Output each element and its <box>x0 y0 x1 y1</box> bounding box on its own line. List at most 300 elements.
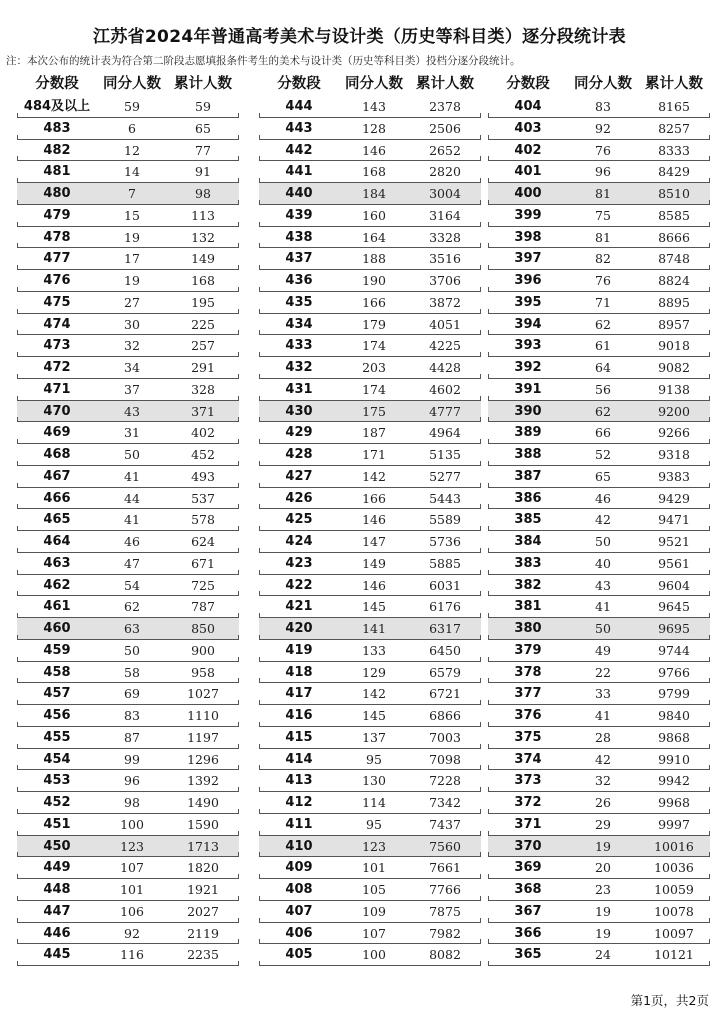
table-row <box>259 183 481 205</box>
score-cell: 443 <box>285 120 313 136</box>
score-cell: 411 <box>285 816 313 832</box>
table-row <box>17 857 239 879</box>
same-count-cell: 146 <box>362 512 386 528</box>
table-row <box>488 379 710 401</box>
score-cell: 374 <box>514 751 542 767</box>
cumulative-cell: 8895 <box>658 294 690 310</box>
score-cell: 451 <box>43 816 71 832</box>
score-cell: 404 <box>514 99 542 114</box>
same-count-cell: 98 <box>124 795 140 810</box>
table-row <box>259 379 481 401</box>
table-row <box>488 531 710 553</box>
score-cell: 385 <box>514 512 542 528</box>
table-row <box>17 705 239 727</box>
table-row <box>17 836 239 858</box>
same-count-cell: 142 <box>362 686 386 702</box>
cumulative-cell: 9997 <box>658 816 690 832</box>
same-count-cell: 62 <box>595 403 611 419</box>
same-count-cell: 14 <box>124 164 140 180</box>
table-row <box>259 248 481 270</box>
table-row <box>17 879 239 901</box>
score-cell: 378 <box>514 664 542 680</box>
same-count-cell: 105 <box>362 882 386 897</box>
cumulative-cell: 7560 <box>429 838 461 854</box>
cumulative-cell: 371 <box>191 403 215 419</box>
score-cell: 466 <box>43 490 71 506</box>
score-cell: 460 <box>43 621 71 636</box>
cumulative-cell: 10097 <box>654 925 694 941</box>
cumulative-cell: 7342 <box>429 795 461 810</box>
score-cell: 401 <box>514 164 542 180</box>
cumulative-cell: 6721 <box>429 686 461 702</box>
table-row <box>488 466 710 488</box>
same-count-cell: 46 <box>124 534 140 549</box>
score-cell: 457 <box>43 686 71 702</box>
table-row <box>17 118 239 140</box>
same-count-cell: 92 <box>595 120 611 136</box>
same-count-cell: 27 <box>124 294 140 310</box>
same-count-cell: 133 <box>362 642 386 658</box>
table-row <box>17 531 239 553</box>
table-header <box>17 73 239 96</box>
score-table-column-1 <box>17 73 239 966</box>
same-count-cell: 61 <box>595 338 611 354</box>
cumulative-cell: 8082 <box>429 947 461 963</box>
score-cell: 426 <box>285 490 313 506</box>
header-cumulative: 累计人数 <box>645 76 703 92</box>
score-cell: 469 <box>43 425 71 441</box>
score-cell: 421 <box>285 599 313 615</box>
score-cell: 389 <box>514 425 542 441</box>
same-count-cell: 95 <box>366 751 382 767</box>
same-count-cell: 81 <box>595 186 611 201</box>
score-cell: 450 <box>43 838 71 854</box>
score-cell: 397 <box>514 251 542 267</box>
score-cell: 444 <box>285 99 313 114</box>
score-cell: 392 <box>514 360 542 375</box>
same-count-cell: 141 <box>362 621 386 636</box>
same-count-cell: 19 <box>124 273 140 288</box>
same-count-cell: 71 <box>595 294 611 310</box>
table-row <box>259 705 481 727</box>
same-count-cell: 145 <box>362 708 386 723</box>
score-cell: 435 <box>285 294 313 310</box>
score-cell: 442 <box>285 142 313 158</box>
score-cell: 383 <box>514 555 542 571</box>
cumulative-cell: 9383 <box>658 468 690 484</box>
table-row <box>259 857 481 879</box>
table-row <box>17 814 239 836</box>
cumulative-cell: 6031 <box>429 577 461 593</box>
table-row <box>259 531 481 553</box>
table-row <box>17 422 239 444</box>
cumulative-cell: 9138 <box>658 381 690 397</box>
cumulative-cell: 8333 <box>658 142 690 158</box>
score-cell: 380 <box>514 621 542 636</box>
same-count-cell: 41 <box>124 512 140 528</box>
table-row <box>17 205 239 227</box>
table-row <box>259 401 481 423</box>
table-row <box>488 96 710 118</box>
cumulative-cell: 1590 <box>187 816 219 832</box>
cumulative-cell: 8585 <box>658 207 690 223</box>
cumulative-cell: 402 <box>191 425 215 441</box>
score-cell: 416 <box>285 708 313 723</box>
score-cell: 419 <box>285 642 313 658</box>
cumulative-cell: 59 <box>195 99 211 114</box>
cumulative-cell: 5885 <box>429 555 461 571</box>
score-cell: 381 <box>514 599 542 615</box>
cumulative-cell: 10121 <box>654 947 694 963</box>
table-row <box>259 357 481 379</box>
cumulative-cell: 10059 <box>654 882 694 897</box>
score-cell: 403 <box>514 120 542 136</box>
table-row <box>259 596 481 618</box>
same-count-cell: 190 <box>362 273 386 288</box>
same-count-cell: 56 <box>595 381 611 397</box>
score-cell: 412 <box>285 795 313 810</box>
cumulative-cell: 4051 <box>429 316 461 332</box>
cumulative-cell: 9695 <box>658 621 690 636</box>
table-row <box>17 227 239 249</box>
same-count-cell: 52 <box>595 447 611 462</box>
cumulative-cell: 257 <box>191 338 215 354</box>
cumulative-cell: 452 <box>191 447 215 462</box>
table-row <box>259 640 481 662</box>
table-header <box>259 73 481 96</box>
same-count-cell: 23 <box>595 882 611 897</box>
same-count-cell: 40 <box>595 555 611 571</box>
same-count-cell: 19 <box>595 903 611 919</box>
score-cell: 413 <box>285 773 313 789</box>
table-row <box>17 96 239 118</box>
same-count-cell: 82 <box>595 251 611 267</box>
same-count-cell: 129 <box>362 664 386 680</box>
same-count-cell: 101 <box>362 860 386 876</box>
cumulative-cell: 7098 <box>429 751 461 767</box>
cumulative-cell: 10078 <box>654 903 694 919</box>
cumulative-cell: 624 <box>191 534 215 549</box>
table-row <box>259 618 481 640</box>
cumulative-cell: 1197 <box>187 729 219 745</box>
table-row <box>17 401 239 423</box>
score-cell: 463 <box>43 555 71 571</box>
table-row <box>259 205 481 227</box>
table-row <box>488 792 710 814</box>
table-row <box>259 553 481 575</box>
score-cell: 368 <box>514 882 542 897</box>
same-count-cell: 41 <box>124 468 140 484</box>
table-note: 注：本次公布的统计表为符合第二阶段志愿填报条件考生的美术与设计类（历史等科目类）投档分逐分段统计。 <box>6 55 521 67</box>
cumulative-cell: 578 <box>191 512 215 528</box>
table-row <box>488 270 710 292</box>
same-count-cell: 19 <box>595 925 611 941</box>
cumulative-cell: 7982 <box>429 925 461 941</box>
same-count-cell: 49 <box>595 642 611 658</box>
header-same-count: 同分人数 <box>103 76 161 92</box>
score-cell: 372 <box>514 795 542 810</box>
cumulative-cell: 787 <box>191 599 215 615</box>
cumulative-cell: 3164 <box>429 207 461 223</box>
cumulative-cell: 5277 <box>429 468 461 484</box>
table-row <box>488 140 710 162</box>
cumulative-cell: 8824 <box>658 273 690 288</box>
cumulative-cell: 9471 <box>658 512 690 528</box>
same-count-cell: 168 <box>362 164 386 180</box>
same-count-cell: 50 <box>124 447 140 462</box>
table-row <box>259 96 481 118</box>
cumulative-cell: 1921 <box>187 882 219 897</box>
cumulative-cell: 10016 <box>654 838 694 854</box>
cumulative-cell: 9868 <box>658 729 690 745</box>
table-row <box>488 814 710 836</box>
cumulative-cell: 9266 <box>658 425 690 441</box>
table-row <box>488 662 710 684</box>
cumulative-cell: 1713 <box>187 838 219 854</box>
cumulative-cell: 9840 <box>658 708 690 723</box>
score-cell: 418 <box>285 664 313 680</box>
table-row <box>259 292 481 314</box>
score-cell: 447 <box>43 903 71 919</box>
same-count-cell: 137 <box>362 729 386 745</box>
score-cell: 399 <box>514 207 542 223</box>
score-cell: 422 <box>285 577 313 593</box>
table-row <box>488 314 710 336</box>
table-row <box>488 553 710 575</box>
table-row <box>259 118 481 140</box>
score-cell: 480 <box>43 186 71 201</box>
same-count-cell: 171 <box>362 447 386 462</box>
same-count-cell: 106 <box>120 903 144 919</box>
cumulative-cell: 7875 <box>429 903 461 919</box>
cumulative-cell: 9910 <box>658 751 690 767</box>
same-count-cell: 17 <box>124 251 140 267</box>
cumulative-cell: 98 <box>195 186 211 201</box>
cumulative-cell: 328 <box>191 381 215 397</box>
table-row <box>488 944 710 966</box>
cumulative-cell: 900 <box>191 642 215 658</box>
same-count-cell: 20 <box>595 860 611 876</box>
table-row <box>259 140 481 162</box>
score-cell: 471 <box>43 381 71 397</box>
score-cell: 424 <box>285 534 313 549</box>
cumulative-cell: 9942 <box>658 773 690 789</box>
score-cell: 395 <box>514 294 542 310</box>
same-count-cell: 83 <box>595 99 611 114</box>
same-count-cell: 81 <box>595 229 611 245</box>
score-cell: 425 <box>285 512 313 528</box>
same-count-cell: 31 <box>124 425 140 441</box>
cumulative-cell: 6450 <box>429 642 461 658</box>
cumulative-cell: 9766 <box>658 664 690 680</box>
table-row <box>488 227 710 249</box>
cumulative-cell: 958 <box>191 664 215 680</box>
cumulative-cell: 5135 <box>429 447 461 462</box>
same-count-cell: 160 <box>362 207 386 223</box>
same-count-cell: 66 <box>595 425 611 441</box>
table-header <box>488 73 710 96</box>
table-row <box>259 509 481 531</box>
same-count-cell: 32 <box>124 338 140 354</box>
cumulative-cell: 3328 <box>429 229 461 245</box>
table-row <box>259 836 481 858</box>
cumulative-cell: 9018 <box>658 338 690 354</box>
cumulative-cell: 65 <box>195 120 211 136</box>
cumulative-cell: 4777 <box>429 403 461 419</box>
table-row <box>259 227 481 249</box>
cumulative-cell: 5736 <box>429 534 461 549</box>
same-count-cell: 92 <box>124 925 140 941</box>
score-cell: 484及以上 <box>23 99 91 114</box>
same-count-cell: 166 <box>362 490 386 506</box>
cumulative-cell: 4964 <box>429 425 461 441</box>
score-cell: 379 <box>514 642 542 658</box>
score-table-column-2 <box>259 73 481 966</box>
score-cell: 402 <box>514 142 542 158</box>
table-row <box>17 923 239 945</box>
cumulative-cell: 195 <box>191 294 215 310</box>
table-row <box>17 683 239 705</box>
cumulative-cell: 10036 <box>654 860 694 876</box>
same-count-cell: 166 <box>362 294 386 310</box>
cumulative-cell: 9429 <box>658 490 690 506</box>
score-cell: 438 <box>285 229 313 245</box>
table-row <box>17 749 239 771</box>
cumulative-cell: 3004 <box>429 186 461 201</box>
score-cell: 458 <box>43 664 71 680</box>
same-count-cell: 128 <box>362 120 386 136</box>
same-count-cell: 15 <box>124 207 140 223</box>
score-cell: 405 <box>285 947 313 963</box>
table-row <box>488 901 710 923</box>
cumulative-cell: 671 <box>191 555 215 571</box>
table-row <box>488 509 710 531</box>
score-cell: 410 <box>285 838 313 854</box>
same-count-cell: 130 <box>362 773 386 789</box>
same-count-cell: 188 <box>362 251 386 267</box>
score-cell: 427 <box>285 468 313 484</box>
table-row <box>17 575 239 597</box>
score-cell: 407 <box>285 903 313 919</box>
score-cell: 415 <box>285 729 313 745</box>
cumulative-cell: 4428 <box>429 360 461 375</box>
header-cumulative: 累计人数 <box>174 76 232 92</box>
table-row <box>488 422 710 444</box>
table-row <box>259 749 481 771</box>
score-cell: 472 <box>43 360 71 375</box>
score-cell: 464 <box>43 534 71 549</box>
score-cell: 448 <box>43 882 71 897</box>
cumulative-cell: 8957 <box>658 316 690 332</box>
table-row <box>488 836 710 858</box>
same-count-cell: 62 <box>595 316 611 332</box>
table-row <box>259 335 481 357</box>
table-row <box>259 879 481 901</box>
table-row <box>17 444 239 466</box>
table-row <box>488 749 710 771</box>
same-count-cell: 42 <box>595 512 611 528</box>
table-row <box>488 183 710 205</box>
score-cell: 417 <box>285 686 313 702</box>
score-cell: 436 <box>285 273 313 288</box>
score-cell: 449 <box>43 860 71 876</box>
score-cell: 428 <box>285 447 313 462</box>
score-cell: 375 <box>514 729 542 745</box>
header-score: 分数段 <box>277 76 321 92</box>
table-row <box>488 401 710 423</box>
cumulative-cell: 9968 <box>658 795 690 810</box>
score-cell: 431 <box>285 381 313 397</box>
score-cell: 468 <box>43 447 71 462</box>
score-cell: 470 <box>43 403 71 419</box>
same-count-cell: 164 <box>362 229 386 245</box>
score-cell: 454 <box>43 751 71 767</box>
same-count-cell: 64 <box>595 360 611 375</box>
table-row <box>488 683 710 705</box>
cumulative-cell: 6317 <box>429 621 461 636</box>
table-row <box>17 488 239 510</box>
score-cell: 483 <box>43 120 71 136</box>
cumulative-cell: 537 <box>191 490 215 506</box>
table-row <box>17 662 239 684</box>
cumulative-cell: 2378 <box>429 99 461 114</box>
score-cell: 388 <box>514 447 542 462</box>
table-row <box>259 422 481 444</box>
same-count-cell: 107 <box>120 860 144 876</box>
same-count-cell: 149 <box>362 555 386 571</box>
same-count-cell: 99 <box>124 751 140 767</box>
table-row <box>17 553 239 575</box>
score-cell: 446 <box>43 925 71 941</box>
table-row <box>17 618 239 640</box>
same-count-cell: 175 <box>362 403 386 419</box>
score-cell: 394 <box>514 316 542 332</box>
table-row <box>259 488 481 510</box>
cumulative-cell: 3706 <box>429 273 461 288</box>
score-cell: 365 <box>514 947 542 963</box>
table-row <box>488 161 710 183</box>
table-row <box>17 140 239 162</box>
cumulative-cell: 1392 <box>187 773 219 789</box>
score-cell: 390 <box>514 403 542 419</box>
table-row <box>259 901 481 923</box>
score-cell: 452 <box>43 795 71 810</box>
cumulative-cell: 2027 <box>187 903 219 919</box>
same-count-cell: 100 <box>362 947 386 963</box>
cumulative-cell: 3872 <box>429 294 461 310</box>
header-same-count: 同分人数 <box>345 76 403 92</box>
table-row <box>259 270 481 292</box>
table-row <box>17 270 239 292</box>
score-cell: 367 <box>514 903 542 919</box>
same-count-cell: 123 <box>120 838 144 854</box>
score-cell: 408 <box>285 882 313 897</box>
score-cell: 400 <box>514 186 542 201</box>
score-cell: 414 <box>285 751 313 767</box>
score-cell: 474 <box>43 316 71 332</box>
table-row <box>17 161 239 183</box>
cumulative-cell: 168 <box>191 273 215 288</box>
same-count-cell: 62 <box>124 599 140 615</box>
table-row <box>488 923 710 945</box>
cumulative-cell: 493 <box>191 468 215 484</box>
cumulative-cell: 4225 <box>429 338 461 354</box>
same-count-cell: 7 <box>128 186 136 201</box>
same-count-cell: 83 <box>124 708 140 723</box>
cumulative-cell: 1490 <box>187 795 219 810</box>
same-count-cell: 114 <box>362 795 386 810</box>
table-row <box>488 596 710 618</box>
